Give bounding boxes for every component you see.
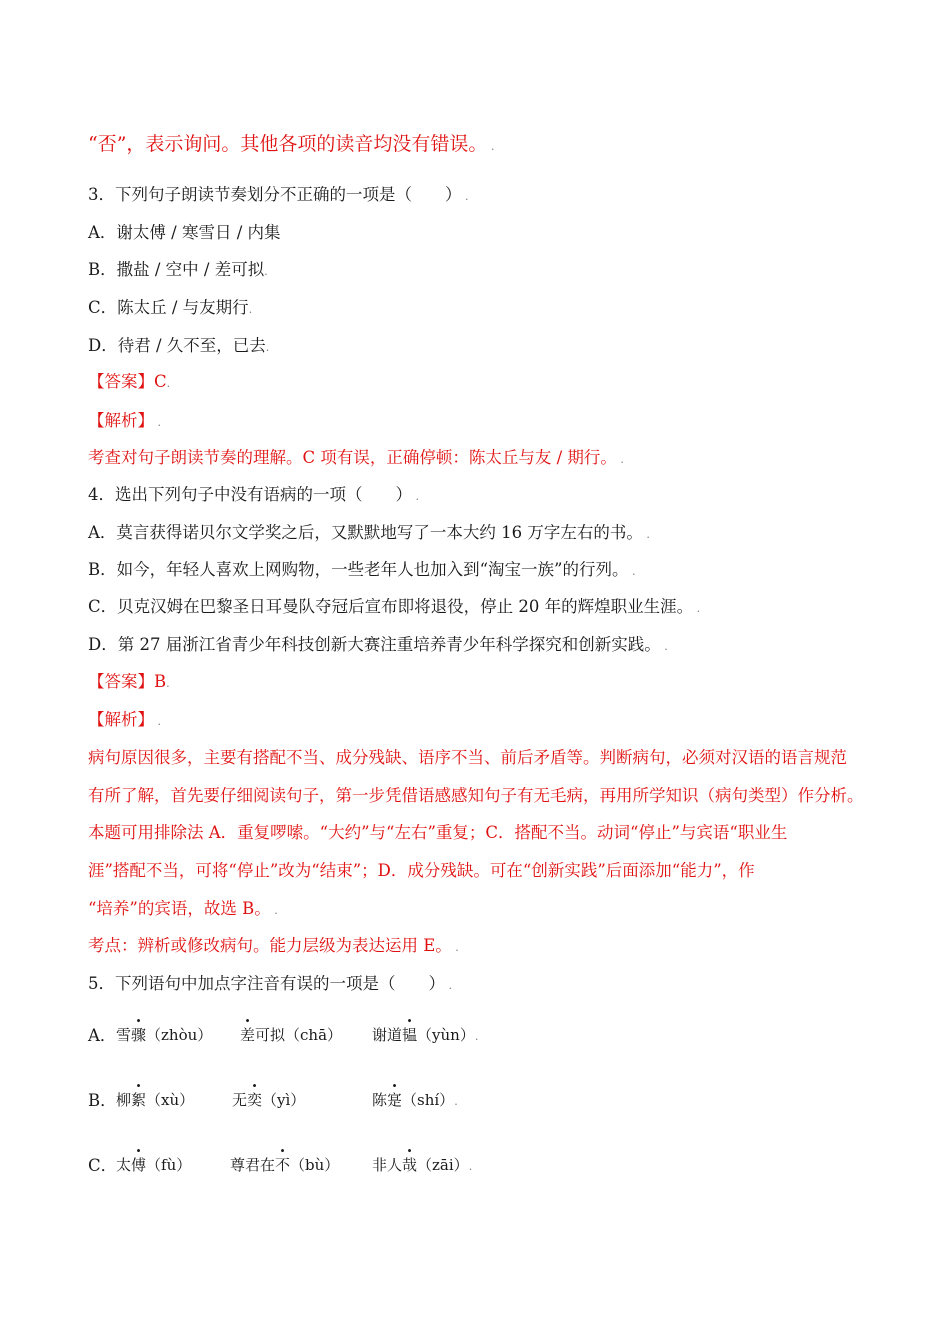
q3-stem: 3．下列句子朗读节奏划分不正确的一项是（ ） . (88, 185, 469, 204)
q4-analysis-line-5: “培养”的宾语，故选 B。 . (88, 899, 278, 918)
q4-option-d: D．第 27 届浙江省青少年科技创新大赛注重培养青少年科学探究和创新实践。 . (88, 635, 668, 654)
q3-option-d: D．待君 / 久不至，已去. (88, 336, 270, 355)
q5-row-b-item-3: 陈寔（shí）. (372, 1091, 458, 1109)
q5-row-c-item-2: 尊君在不（bù） (230, 1156, 340, 1174)
q3-analysis: 考查对句子朗读节奏的理解。C 项有误，正确停顿：陈太丘与友 / 期行。 . (88, 448, 624, 467)
q5-stem: 5．下列语句中加点字注音有误的一项是（ ） . (88, 974, 452, 993)
intro-tail: “否”，表示询问。其他各项的读音均没有错误。 . (88, 133, 495, 155)
q4-analysis-line-3: 本题可用排除法 A．重复啰嗦。“大约”与“左右”重复；C．搭配不当。动词“停止”与宾语“职业生 (88, 823, 788, 842)
q5-row-a-item-2: 差可拟（chā） (240, 1026, 343, 1044)
q5-row-b-label: B． (88, 1091, 117, 1110)
q5-row-a-item-1: 雪骤（zhòu） (116, 1026, 213, 1044)
q5-row-a-item-3: 谢道韫（yùn）. (372, 1026, 479, 1044)
q5-row-c-item-1: 太傅（fù） (116, 1156, 192, 1174)
q3-analysis-label: 【解析】 . (88, 411, 161, 430)
q4-answer: 【答案】B. (88, 672, 170, 691)
q4-analysis-line-1: 病句原因很多，主要有搭配不当、成分残缺、语序不当、前后矛盾等。判断病句，必须对汉语的语言规范 (88, 748, 847, 767)
q3-option-b: B．撒盐 / 空中 / 差可拟. (88, 260, 268, 279)
q5-row-b-item-2: 无奕（yì） (232, 1091, 306, 1109)
q3-answer: 【答案】C. (88, 372, 171, 391)
q5-row-c-label: C． (88, 1156, 118, 1175)
q4-option-a: A．莫言获得诺贝尔文学奖之后，又默默地写了一本大约 16 万字左右的书。 . (88, 523, 650, 542)
q5-row-a-label: A． (88, 1026, 117, 1045)
q5-row-b-item-1: 柳絮（xù） (116, 1091, 195, 1109)
q4-analysis-label: 【解析】 . (88, 710, 161, 729)
q4-analysis-line-2: 有所了解，首先要仔细阅读句子，第一步凭借语感感知句子有无毛病，再用所学知识（病句类型）作分析。 (88, 786, 864, 805)
q4-option-b: B．如今，年轻人喜欢上网购物，一些老年人也加入到“淘宝一族”的行列。 . (88, 560, 636, 579)
q4-option-c: C．贝克汉姆在巴黎圣日耳曼队夺冠后宣布即将退役，停止 20 年的辉煌职业生涯。 . (88, 597, 701, 616)
q4-kaodian: 考点：辨析或修改病句。能力层级为表达运用 E。 . (88, 936, 459, 955)
q4-stem: 4．选出下列句子中没有语病的一项（ ） . (88, 485, 419, 504)
q5-row-c-item-3: 非人哉（zāi）. (372, 1156, 473, 1174)
q3-option-c: C．陈太丘 / 与友期行. (88, 298, 253, 317)
q3-option-a: A．谢太傅 / 寒雪日 / 内集 (88, 223, 281, 242)
q4-analysis-line-4: 涯”搭配不当，可将“停止”改为“结束”；D．成分残缺。可在“创新实践”后面添加“能力”，作 (88, 861, 755, 880)
